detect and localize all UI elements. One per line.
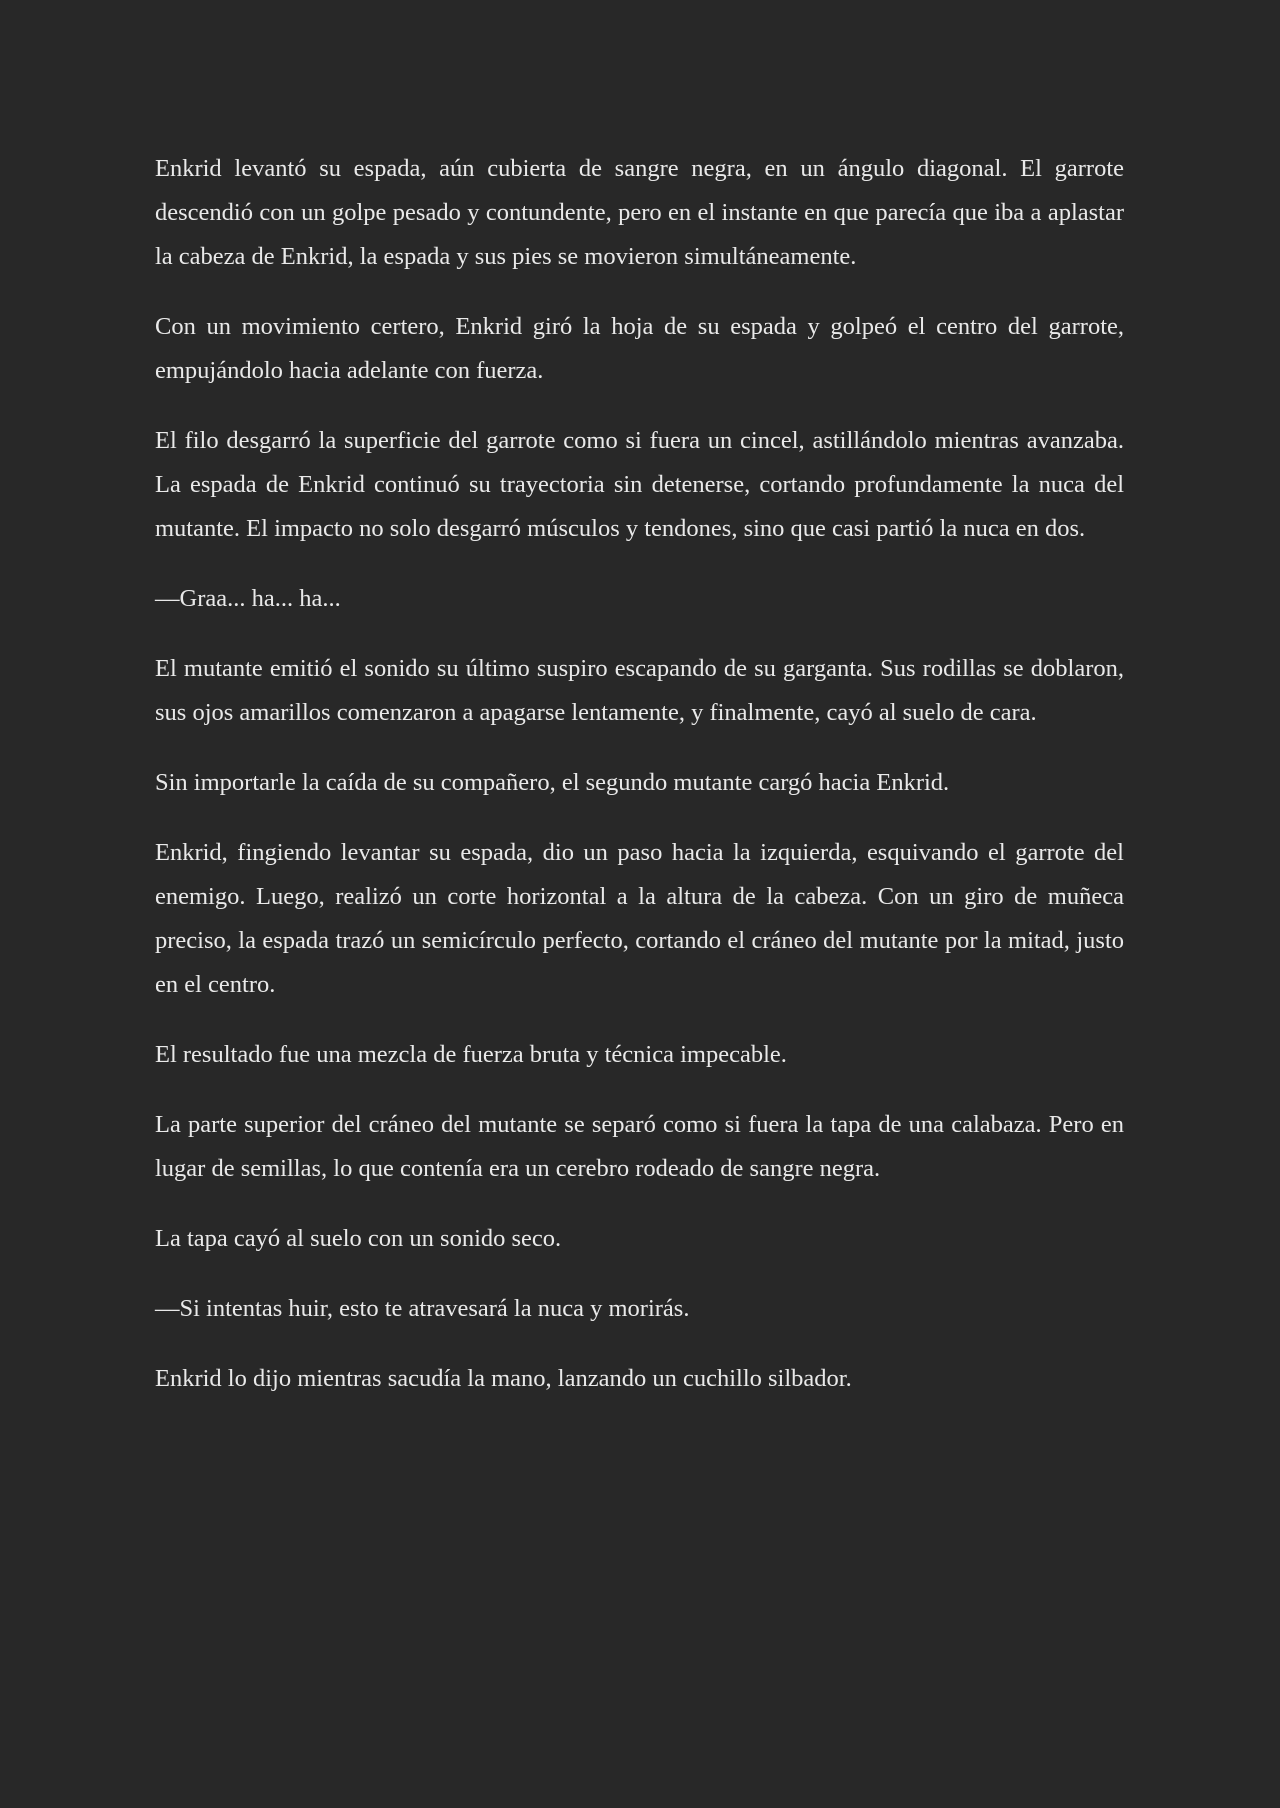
paragraph-9: La parte superior del cráneo del mutante se separó como si fuera la tapa de una calabaza. Pero en lugar de semillas, lo que contenía era un cerebro rodeado de sangre negra. [155,1111,1124,1182]
paragraph-5: El mutante emitió el sonido su último suspiro escapando de su garganta. Sus rodillas se doblaron, sus ojos amarillos comenzaron a apagarse lentamente, y finalmente, cayó al suelo de cara. [155,655,1124,726]
paragraph-11: —Si intentas huir, esto te atravesará la nuca y morirás. [155,1295,690,1322]
paragraph-3: El filo desgarró la superficie del garrote como si fuera un cincel, astillándolo mientras avanzaba. La espada de Enkrid continuó su trayectoria sin detenerse, cortando profundamente la nuca del mutante. El impacto no solo desgarró músculos y tendones, sino que casi partió la nuca en dos. [155,427,1124,542]
paragraph-4: —Graa... ha... ha... [155,585,341,612]
paragraph-10: La tapa cayó al suelo con un sonido seco. [155,1225,562,1252]
paragraph-2: Con un movimiento certero, Enkrid giró la hoja de su espada y golpeó el centro del garrote, empujándolo hacia adelante con fuerza. [155,313,1124,384]
reading-pane [155,147,1124,1427]
paragraph-7: Enkrid, fingiendo levantar su espada, dio un paso hacia la izquierda, esquivando el garrote del enemigo. Luego, realizó un corte horizontal a la altura de la cabeza. Con un giro de muñeca preciso, la espada trazó un semicírculo perfecto, cortando el cráneo del mutante por la mitad, justo en el centro. [155,839,1124,998]
paragraph-12: Enkrid lo dijo mientras sacudía la mano, lanzando un cuchillo silbador. [155,1365,852,1392]
paragraph-8: El resultado fue una mezcla de fuerza bruta y técnica impecable. [155,1041,787,1068]
paragraph-6: Sin importarle la caída de su compañero, el segundo mutante cargó hacia Enkrid. [155,769,950,796]
paragraph-1: Enkrid levantó su espada, aún cubierta de sangre negra, en un ángulo diagonal. El garrote descendió con un golpe pesado y contundente, pero en el instante en que parecía que iba a aplastar la cabeza de Enkrid, la espada y sus pies se movieron simultáneamente. [155,155,1124,270]
